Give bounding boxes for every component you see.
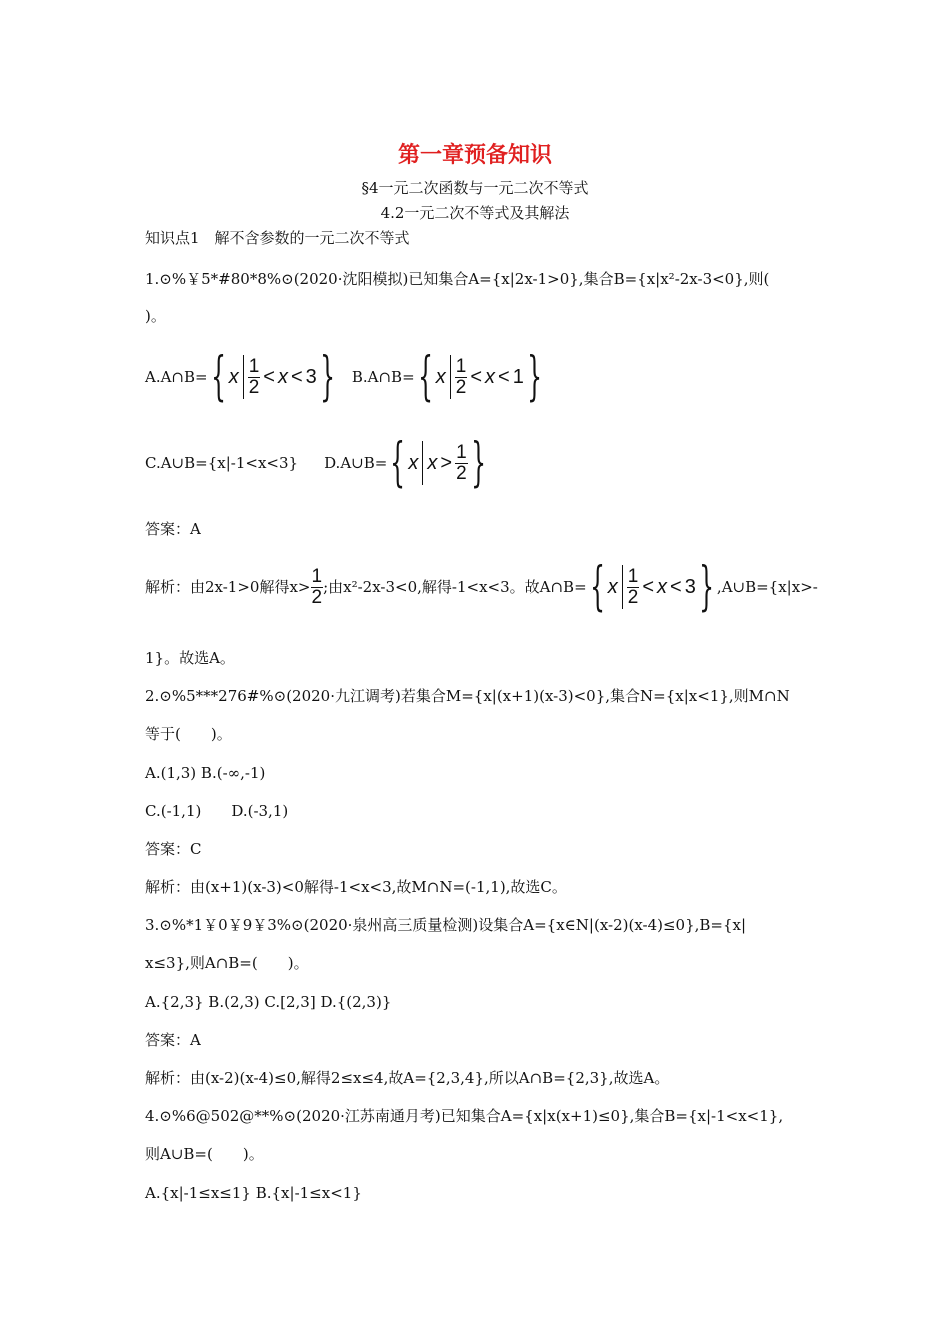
q4-stem: 4.⊙%6@502@**%⊙(2020·江苏南通月考)已知集合A={x|x(x+1)≤0},集合B={x|-1<x<1}, xyxy=(145,1107,784,1125)
q4-stem-continued: 则A∪B=( )。 xyxy=(145,1145,264,1163)
knowledge-point-heading: 知识点1 解不含参数的一元二次不等式 xyxy=(145,229,410,247)
q1-option-b-set: { x $\frac{1}{2}$ < x < 1 } xyxy=(417,347,542,407)
q2-stem: 2.⊙%5***276#%⊙(2020·九江调考)若集合M={x|(x+1)(x-3)<0},集合N={x|x<1},则M∩N xyxy=(145,687,790,705)
q1-option-a-label: A.A∩B= xyxy=(145,368,208,386)
q1-option-d-set: { x x > $\frac{1}{2}$ } xyxy=(390,433,486,493)
q4-options: A.{x|-1≤x≤1} B.{x|-1≤x<1} xyxy=(145,1184,362,1202)
q2-stem-continued: 等于( )。 xyxy=(145,725,232,743)
q2-options-ab: A.(1,3) B.(-∞,-1) xyxy=(145,764,266,782)
q1-option-a-set: { x $\frac{1}{2}$ < x < 3 } xyxy=(210,347,335,407)
chapter-title: 第一章预备知识 xyxy=(397,143,552,168)
q2-options-cd: C.(-1,1) D.(-3,1) xyxy=(145,802,289,820)
q1-option-b-label: B.A∩B= xyxy=(351,368,415,386)
q1-analysis: 解析：由2x-1>0解得x> $\frac{1}{2}$ ;由x²-2x-3<0,解得-1<x<3。故A∩B= { x $\frac{1}{2}$ < x < 3 } ,A∪B={x|x>- xyxy=(145,557,818,617)
q3-options: A.{2,3} B.(2,3) C.[2,3] D.{(2,3)} xyxy=(145,993,392,1011)
q1-analysis-fraction: $\frac{1}{2}$ xyxy=(311,565,323,608)
q1-options-cd xyxy=(145,433,489,493)
q1-answer: 答案：A xyxy=(145,520,201,538)
q1-analysis-continued: 1}。故选A。 xyxy=(145,649,235,667)
q1-option-d-label: D.A∪B= xyxy=(324,454,388,472)
q2-answer: 答案：C xyxy=(145,840,202,858)
q1-options-ab xyxy=(145,347,545,407)
q1-option-c: C.A∪B={x|-1<x<3} xyxy=(145,454,299,472)
q3-answer: 答案：A xyxy=(145,1031,201,1049)
q1-stem: 1.⊙%￥5*#80*8%⊙(2020·沈阳模拟)已知集合A={x|2x-1>0},集合B={x|x²-2x-3<0},则( xyxy=(145,270,770,288)
subsection-title: 4.2一元二次不等式及其解法 xyxy=(380,204,570,222)
section-title: §4一元二次函数与一元二次不等式 xyxy=(361,179,589,197)
q3-stem-continued: x≤3},则A∩B=( )。 xyxy=(145,954,309,972)
q3-analysis: 解析：由(x-2)(x-4)≤0,解得2≤x≤4,故A={2,3,4},所以A∩B={2,3},故选A。 xyxy=(145,1069,670,1087)
q1-analysis-set: { x $\frac{1}{2}$ < x < 3 } xyxy=(589,557,714,617)
q1-stem-continued: )。 xyxy=(145,307,166,325)
q3-stem: 3.⊙%*1￥0￥9￥3%⊙(2020·泉州高三质量检测)设集合A={x∈N|(x-2)(x-4)≤0},B={x| xyxy=(145,916,747,934)
q2-analysis: 解析：由(x+1)(x-3)<0解得-1<x<3,故M∩N=(-1,1),故选C。 xyxy=(145,878,567,896)
